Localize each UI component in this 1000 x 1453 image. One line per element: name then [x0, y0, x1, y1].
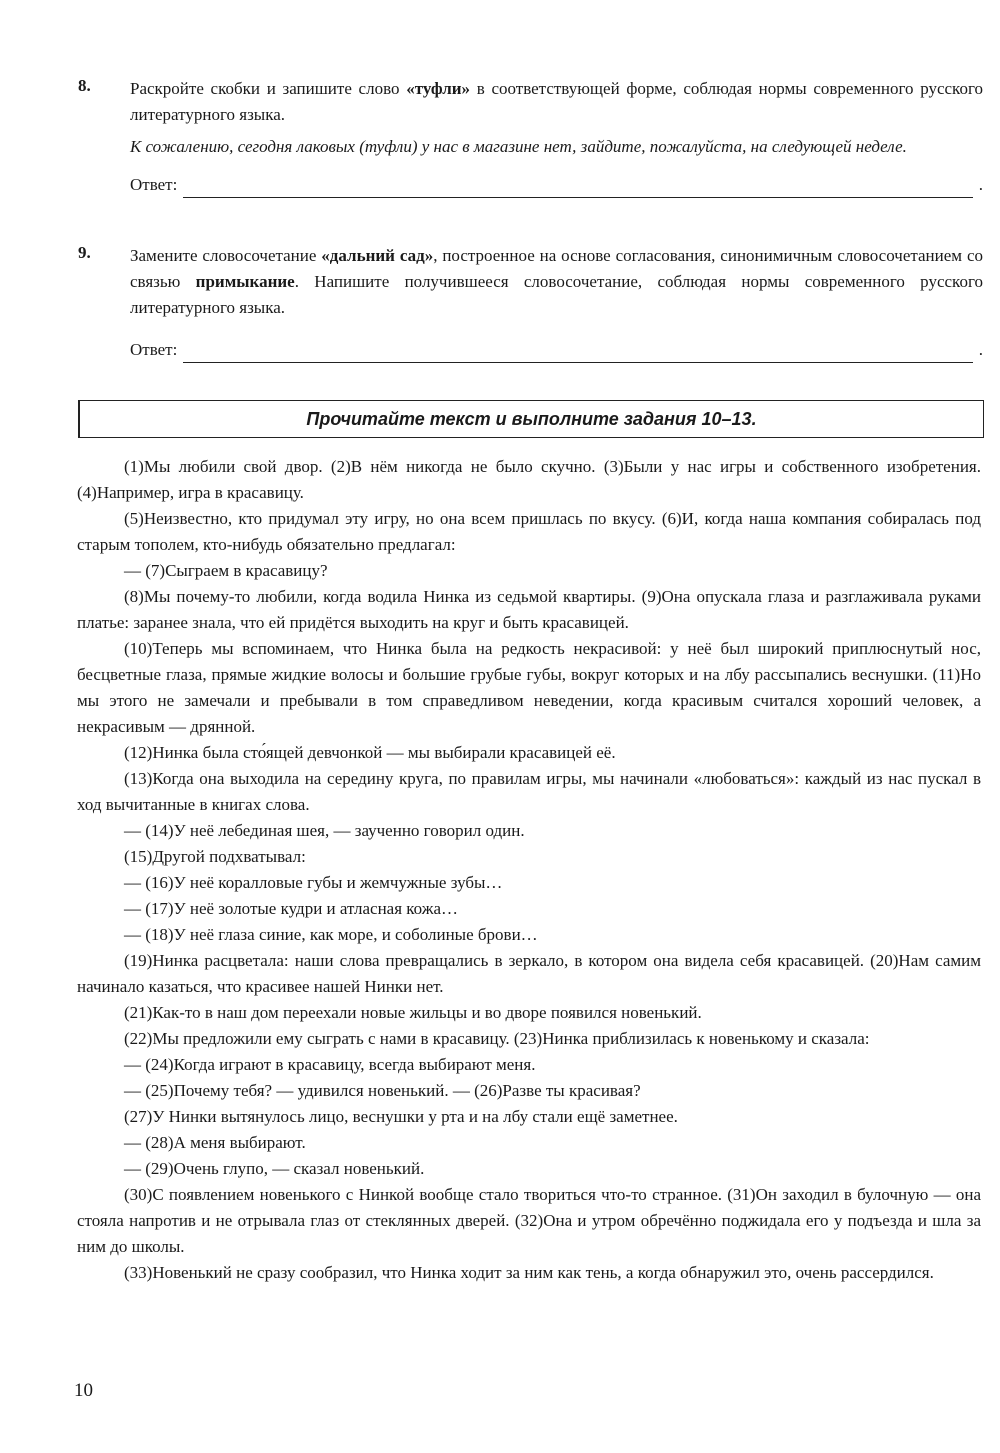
answer-period: .	[978, 340, 983, 359]
text-paragraph: — (25)Почему тебя? — удивился новенький. — (26)Разве ты красивая?	[124, 1081, 641, 1100]
page-number: 10	[74, 1380, 93, 1401]
task-instruction: Раскройте скобки и запишите слово «туфли» в соответствующей форме, соблюдая нормы современного русского литературного языка.	[130, 79, 984, 124]
reading-text	[77, 454, 981, 1286]
answer-label: Ответ:	[130, 340, 178, 359]
text-paragraph: (21)Как-то в наш дом переехали новые жильцы и во дворе появился новенький.	[124, 1003, 702, 1022]
answer-label: Ответ:	[130, 175, 178, 194]
text-paragraph: (30)С появлением новенького с Нинкой вообще стало твориться что-то странное. (31)Он заходил в булочную — она стояла напротив и не отрывала глаз от стеклянных дверей. (32)Она и утром обречённо поджидала его у подъезда и шла за ним до школы.	[77, 1185, 981, 1256]
target-phrase: «дальний сад»	[321, 246, 434, 265]
task-instruction: Замените словосочетание «дальний сад», построенное на основе согласования, синонимичным словосочетанием со связью примыкание. Напишите получившееся словосочетание, соблюдая нормы современного русского литературного языка.	[130, 246, 983, 317]
text-paragraph: — (14)У неё лебединая шея, — заученно говорил один.	[124, 821, 525, 840]
text-paragraph: (27)У Нинки вытянулось лицо, веснушки у рта и на лбу стали ещё заметнее.	[124, 1107, 678, 1126]
text-paragraph: — (28)А меня выбирают.	[124, 1133, 306, 1152]
answer-field[interactable]	[183, 179, 972, 198]
text-paragraph: (5)Неизвестно, кто придумал эту игру, но она всем пришлась по вкусу. (6)И, когда наша компания собиралась под старым тополем, кто-нибудь обязательно предлагал:	[77, 509, 981, 554]
text-paragraph: (19)Нинка расцветала: наши слова превращались в зеркало, в котором она видела себя красавицей. (20)Нам самим начинало казаться, что красивее нашей Нинки нет.	[77, 951, 981, 996]
link-type: примыкание	[195, 272, 295, 291]
text-paragraph: — (16)У неё коралловые губы и жемчужные зубы…	[124, 873, 503, 892]
text-paragraph: (12)Нинка была сто́ящей девчонкой — мы выбирали красавицей её.	[124, 743, 616, 762]
text-paragraph: (13)Когда она выходила на середину круга, по правилам игры, мы начинали «любоваться»: каждый из нас пускал в ход вычитанные в книгах слова.	[77, 769, 981, 814]
text-paragraph: — (7)Сыграем в красавицу?	[124, 561, 328, 580]
text-paragraph: (15)Другой подхватывал:	[124, 847, 306, 866]
text-paragraph: (10)Теперь мы вспоминаем, что Нинка была на редкость некрасивой: у неё был широкий приплюснутый нос, бесцветные глаза, прямые жидкие волосы и большие грубые губы, вокруг которых и на лбу рассыпались веснушки. (11)Но мы этого не замечали и пребывали в том справедливом неведении, когда красивым считался хороший человек, а некрасивым — дрянной.	[77, 639, 981, 736]
answer-field[interactable]	[183, 344, 972, 363]
text-paragraph: (33)Новенький не сразу сообразил, что Нинка ходит за ним как тень, а когда обнаружил это, очень рассердился.	[124, 1263, 934, 1282]
text-paragraph: (1)Мы любили свой двор. (2)В нём никогда не было скучно. (3)Были у нас игры и собственного изобретения. (4)Например, игра в красавицу.	[77, 457, 981, 502]
text-paragraph: (22)Мы предложили ему сыграть с нами в красавицу. (23)Нинка приблизилась к новенькому и сказала:	[124, 1029, 870, 1048]
answer-period: .	[978, 175, 983, 194]
text-paragraph: — (17)У неё золотые кудри и атласная кожа…	[124, 899, 459, 918]
task-number: 8.	[78, 76, 91, 95]
task-8	[78, 76, 983, 198]
target-word: «туфли»	[406, 79, 471, 98]
text-paragraph: — (29)Очень глупо, — сказал новенький.	[124, 1159, 425, 1178]
task-number: 9.	[78, 243, 91, 262]
text-paragraph: (8)Мы почему-то любили, когда водила Нинка из седьмой квартиры. (9)Она опускала глаза и разглаживала руками платье: заранее знала, что ей придётся выходить на круг и быть красавицей.	[77, 587, 981, 632]
reading-banner: Прочитайте текст и выполните задания 10–13.	[78, 400, 984, 438]
example-sentence: К сожалению, сегодня лаковых (туфли) у нас в магазине нет, зайдите, пожалуйста, на следующей неделе.	[130, 137, 907, 156]
answer-row	[130, 337, 983, 363]
text-paragraph: — (18)У неё глаза синие, как море, и соболиные брови…	[124, 925, 538, 944]
text-paragraph: — (24)Когда играют в красавицу, всегда выбирают меня.	[124, 1055, 536, 1074]
answer-row	[130, 172, 983, 198]
task-9	[78, 243, 983, 363]
